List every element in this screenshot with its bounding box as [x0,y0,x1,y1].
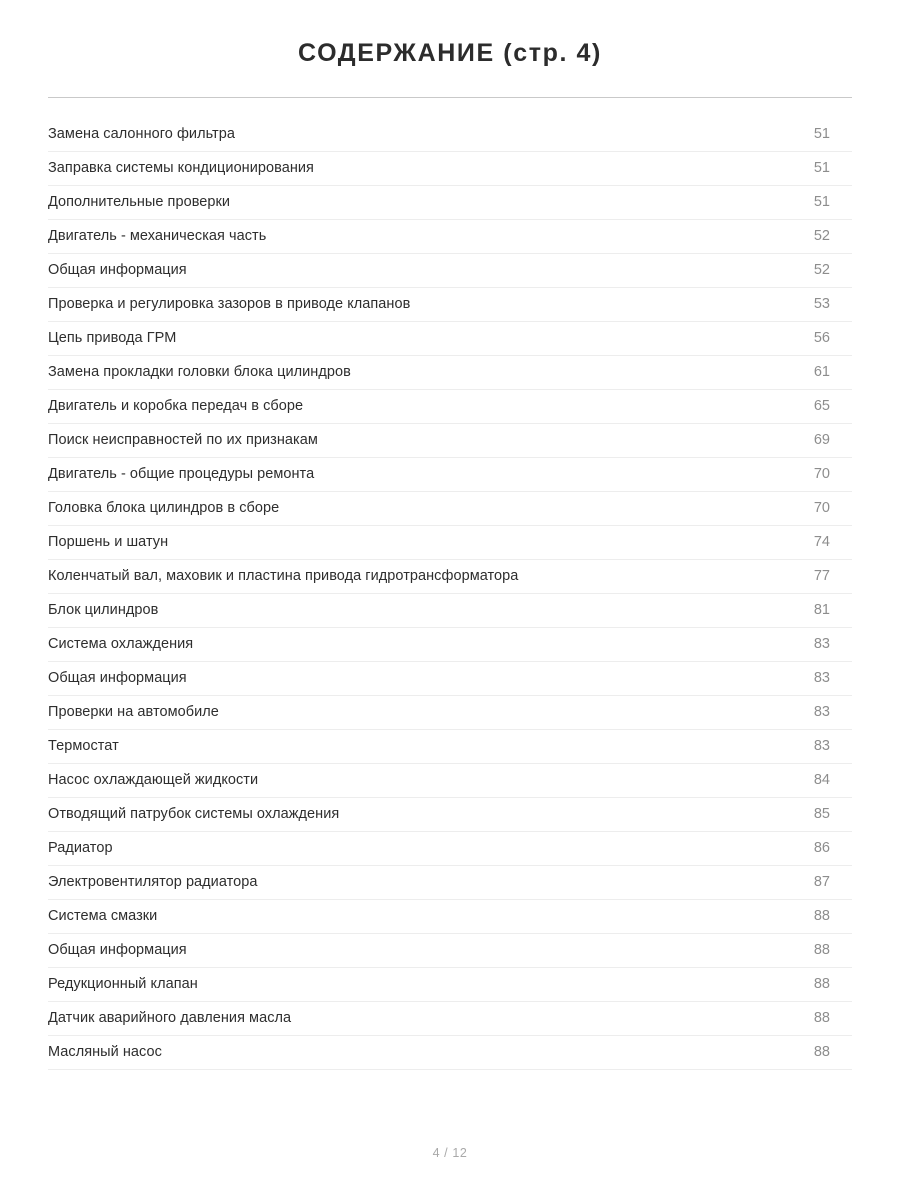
toc-entry-title: Отводящий патрубок системы охлаждения [48,797,786,831]
toc-entry[interactable] [48,423,852,457]
toc-entry-page-number: 88 [786,967,852,1001]
toc-entry-page-number: 86 [786,831,852,865]
toc-entry-title: Двигатель и коробка передач в сборе [48,389,786,423]
toc-entry-title: Датчик аварийного давления масла [48,1001,786,1035]
toc-entry[interactable] [48,1001,852,1035]
toc-entry-page-number: 83 [786,695,852,729]
toc-entry-page-number: 51 [786,185,852,219]
toc-entry-title: Замена прокладки головки блока цилиндров [48,355,786,389]
toc-entry-page-number: 70 [786,491,852,525]
toc-entry-page-number: 88 [786,1035,852,1069]
toc-entry[interactable] [48,219,852,253]
toc-entry-title: Общая информация [48,661,786,695]
toc-entry-page-number: 56 [786,321,852,355]
toc-entry-title: Блок цилиндров [48,593,786,627]
toc-entry-page-number: 88 [786,1001,852,1035]
toc-entry-title: Редукционный клапан [48,967,786,1001]
toc-entry-page-number: 65 [786,389,852,423]
toc-entry[interactable] [48,967,852,1001]
title-block [0,0,900,70]
toc-entry-page-number: 88 [786,933,852,967]
toc-entry-page-number: 74 [786,525,852,559]
toc-entry-title: Общая информация [48,253,786,287]
toc-entry-title: Поршень и шатун [48,525,786,559]
toc-entry[interactable] [48,457,852,491]
toc-entry-page-number: 51 [786,117,852,151]
toc-entry-title: Заправка системы кондиционирования [48,151,786,185]
toc-entry-title: Замена салонного фильтра [48,117,786,151]
toc-entry[interactable] [48,321,852,355]
toc-entry[interactable] [48,661,852,695]
toc-entry[interactable] [48,491,852,525]
toc-entry[interactable] [48,763,852,797]
toc-entry-page-number: 87 [786,865,852,899]
toc-entry-title: Дополнительные проверки [48,185,786,219]
toc-entry-page-number: 70 [786,457,852,491]
toc-entry-page-number: 51 [786,151,852,185]
toc-entry[interactable] [48,253,852,287]
toc-entry[interactable] [48,797,852,831]
toc-entry-page-number: 83 [786,661,852,695]
pagination-indicator: 4 / 12 [432,1146,468,1160]
toc-entry[interactable] [48,355,852,389]
toc-entry-page-number: 61 [786,355,852,389]
toc-entry-title: Масляный насос [48,1035,786,1069]
page-footer [0,1144,900,1162]
toc-entry-title: Радиатор [48,831,786,865]
toc-entry-title: Термостат [48,729,786,763]
toc-entry[interactable] [48,117,852,151]
toc-entry-title: Проверка и регулировка зазоров в приводе клапанов [48,287,786,321]
toc-entry-page-number: 53 [786,287,852,321]
toc-entry-page-number: 83 [786,627,852,661]
title-divider [48,97,852,98]
toc-entry-title: Двигатель - общие процедуры ремонта [48,457,786,491]
toc-entry[interactable] [48,525,852,559]
toc-entry[interactable] [48,185,852,219]
toc-list [48,117,852,1070]
toc-entry[interactable] [48,593,852,627]
toc-entry-page-number: 84 [786,763,852,797]
toc-entry[interactable] [48,287,852,321]
toc-entry[interactable] [48,559,852,593]
toc-entry[interactable] [48,729,852,763]
toc-entry-title: Цепь привода ГРМ [48,321,786,355]
toc-entry[interactable] [48,695,852,729]
toc-entry-title: Поиск неисправностей по их признакам [48,423,786,457]
toc-entry-title: Насос охлаждающей жидкости [48,763,786,797]
toc-entry-title: Общая информация [48,933,786,967]
toc-entry[interactable] [48,151,852,185]
toc-entry[interactable] [48,831,852,865]
toc-entry[interactable] [48,389,852,423]
toc-entry-page-number: 81 [786,593,852,627]
toc-entry-page-number: 88 [786,899,852,933]
toc-entry[interactable] [48,899,852,933]
toc-entry[interactable] [48,865,852,899]
toc-entry-page-number: 85 [786,797,852,831]
toc-entry-page-number: 52 [786,253,852,287]
toc-entry[interactable] [48,1035,852,1069]
toc-entry[interactable] [48,627,852,661]
page-title: СОДЕРЖАНИЕ (стр. 4) [298,39,602,67]
toc-entry-page-number: 83 [786,729,852,763]
toc-entry-title: Проверки на автомобиле [48,695,786,729]
toc-entry-page-number: 52 [786,219,852,253]
toc-entry-title: Двигатель - механическая часть [48,219,786,253]
toc-entry-page-number: 77 [786,559,852,593]
toc-entry-title: Головка блока цилиндров в сборе [48,491,786,525]
toc-entry-title: Коленчатый вал, маховик и пластина привода гидротрансформатора [48,559,786,593]
toc-entry[interactable] [48,933,852,967]
toc-entry-title: Система смазки [48,899,786,933]
toc-entry-title: Электровентилятор радиатора [48,865,786,899]
toc-entry-title: Система охлаждения [48,627,786,661]
toc-entry-page-number: 69 [786,423,852,457]
